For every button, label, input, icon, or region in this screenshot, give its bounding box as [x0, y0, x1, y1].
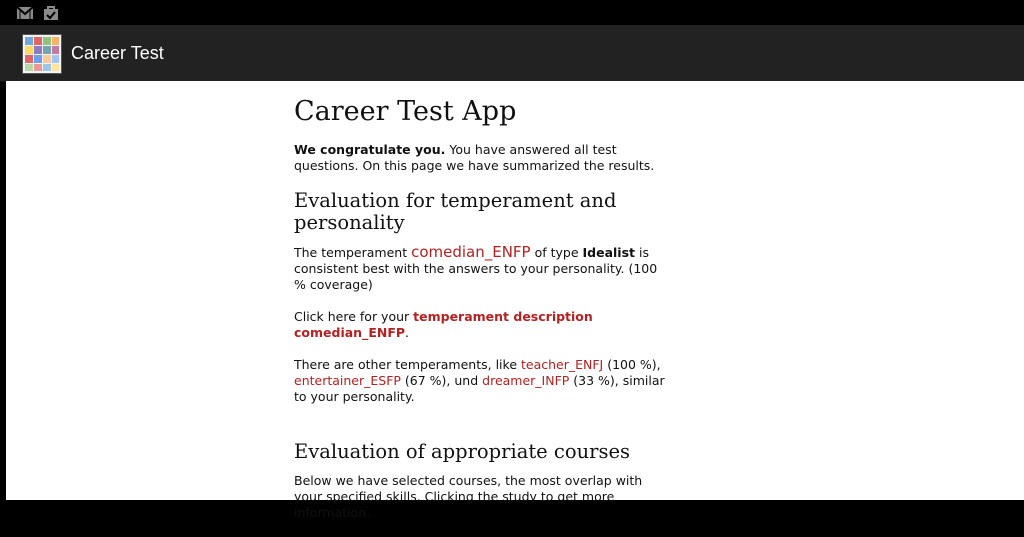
web-content[interactable]: [6, 81, 1024, 520]
section-heading-courses: Evaluation of appropriate courses: [294, 440, 631, 463]
description-paragraph: [294, 309, 666, 341]
action-bar: [0, 25, 1024, 82]
shopping-bag-icon: [42, 5, 60, 21]
text-segment: of type: [530, 245, 583, 260]
text-segment: Click here for your: [294, 309, 414, 324]
spacer: [294, 421, 666, 441]
courses-intro-paragraph: Below we have selected courses, the most overlap with your specified skills. Clicking the study to get more information.: [294, 473, 643, 520]
career-test-app-icon[interactable]: [22, 34, 62, 74]
text-segment: (33 %), similar to your personality.: [294, 373, 665, 404]
status-bar: [0, 0, 1024, 25]
entertainer-link[interactable]: entertainer_ESFP: [294, 373, 401, 388]
text-segment: (67 %), und: [400, 373, 483, 388]
intro-text: You have answered all test questions. On this page we have summarized the results.: [294, 142, 655, 173]
temperament-description-link[interactable]: temperament description comedian_ENFP: [294, 309, 593, 340]
text-segment: The temperament: [294, 245, 412, 260]
gmail-icon: [16, 5, 34, 21]
section-heading-temperament: Evaluation for temperament and personality: [294, 189, 617, 234]
intro-bold: We congratulate you.: [294, 142, 446, 157]
app-title: Career Test: [71, 43, 164, 63]
temperament-link[interactable]: comedian_ENFP: [411, 243, 531, 261]
text-segment: .: [405, 325, 410, 340]
content-column: [294, 81, 666, 537]
temperament-result-paragraph: [294, 244, 666, 293]
text-segment: is consistent best with the answers to your personality. (100 % coverage): [294, 245, 658, 292]
temperament-type: Idealist: [582, 245, 636, 260]
teacher-link[interactable]: teacher_ENFJ: [520, 357, 604, 372]
dreamer-link[interactable]: dreamer_INFP: [482, 373, 570, 388]
text-segment: There are other temperaments, like: [294, 357, 521, 372]
other-temperaments-paragraph: [294, 357, 666, 405]
text-segment: (100 %),: [603, 357, 661, 372]
intro-paragraph: [294, 142, 666, 174]
page-title: Career Test App: [294, 96, 517, 127]
